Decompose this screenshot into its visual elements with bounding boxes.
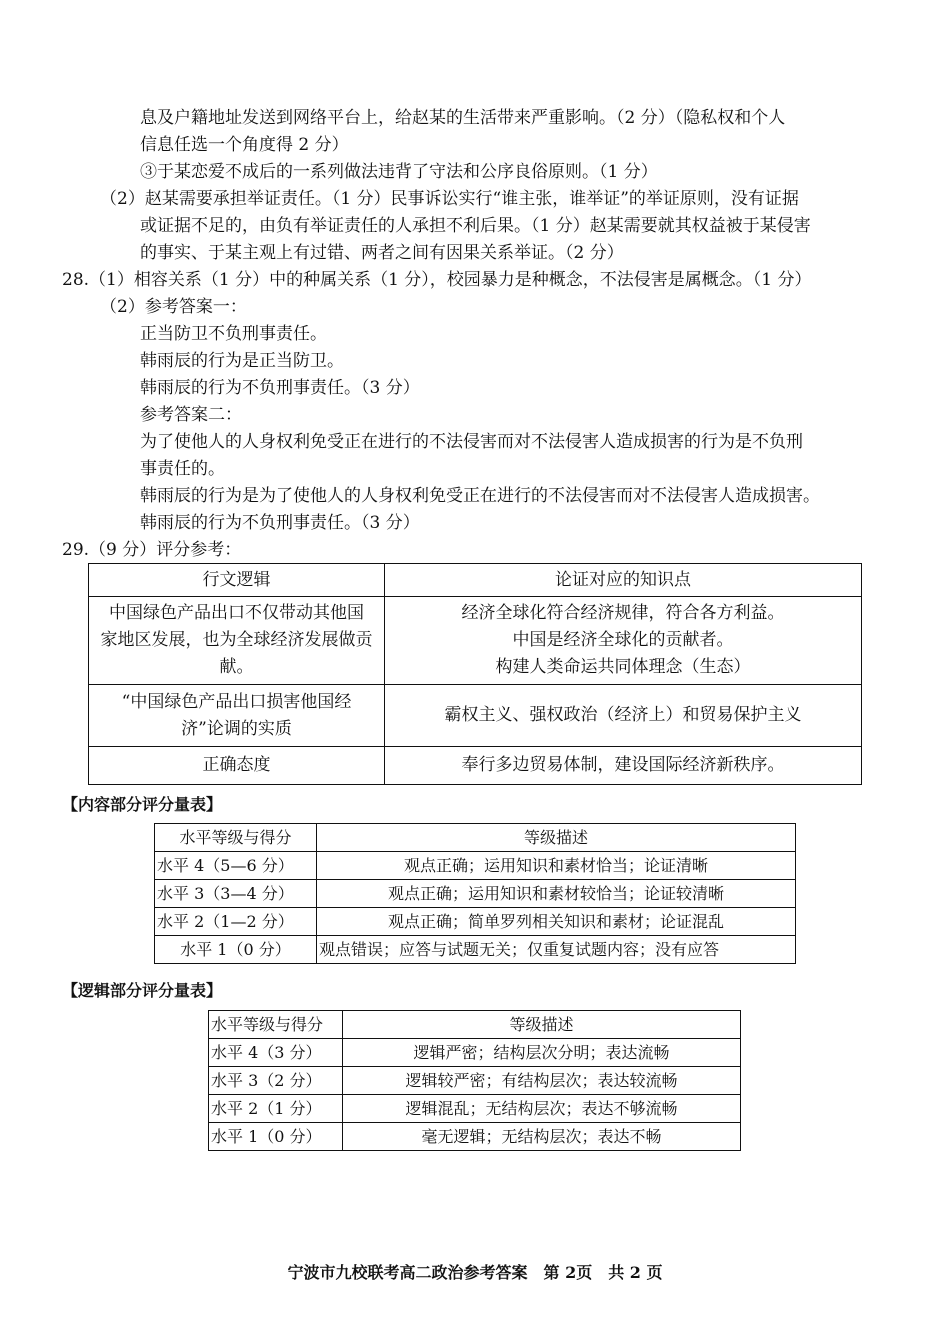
page-footer: 宁波市九校联考高二政治参考答案 第 2页 共 2 页 (287, 1263, 663, 1282)
content-desc-2: 观点正确；简单罗列相关知识和素材；论证混乱 (317, 908, 796, 936)
content-level-3: 水平 3（3—4 分） (155, 880, 317, 908)
q29-row2-points: 霸权主义、强权政治（经济上）和贸易保护主义 (385, 685, 862, 747)
logic-header-level: 水平等级与得分 (209, 1011, 343, 1039)
logic-level-4: 水平 4（3 分） (209, 1039, 343, 1067)
logic-rubric-table (208, 1010, 741, 1151)
content-level-4: 水平 4（5—6 分） (155, 852, 317, 880)
q29-row1-points: 经济全球化符合经济规律，符合各方利益。 中国是经济全球化的贡献者。 构建人类命运共同体理念（生态） (385, 597, 862, 685)
logic-desc-2: 逻辑混乱；无结构层次；表达不够流畅 (343, 1095, 741, 1123)
content-header-desc: 等级描述 (317, 824, 796, 852)
answer-line-12: 参考答案二： (140, 405, 242, 425)
q29-row3-points: 奉行多边贸易体制，建设国际经济新秩序。 (385, 747, 862, 785)
q29-row2-logic: “中国绿色产品出口损害他国经 济”论调的实质 (89, 685, 385, 747)
content-header-level: 水平等级与得分 (155, 824, 317, 852)
logic-desc-3: 逻辑较严密；有结构层次；表达较流畅 (343, 1067, 741, 1095)
answer-line-15: 韩雨辰的行为是为了使他人的人身权利免受正在进行的不法侵害而对不法侵害人造成损害。 (140, 486, 820, 506)
answer-line-2: 信息任选一个角度得 2 分） (140, 135, 349, 155)
question-28-part-1: 28.（1）相容关系（1 分）中的种属关系（1 分），校园暴力是种概念，不法侵害是属概念。（1 分） (62, 270, 812, 290)
answer-line-3: ③于某恋爱不成后的一系列做法违背了守法和公序良俗原则。（1 分） (140, 162, 658, 182)
answer-line-9: 正当防卫不负刑事责任。 (140, 324, 327, 344)
logic-rubric-title: 【逻辑部分评分量表】 (62, 981, 223, 1000)
content-level-2: 水平 2（1—2 分） (155, 908, 317, 936)
answer-line-14: 事责任的。 (140, 459, 225, 479)
content-level-1: 水平 1（0 分） (155, 936, 317, 964)
answer-line-10: 韩雨辰的行为是正当防卫。 (140, 351, 344, 371)
answer-line-13: 为了使他人的人身权利免受正在进行的不法侵害而对不法侵害人造成损害的行为是不负刑 (140, 432, 803, 452)
content-rubric-title: 【内容部分评分量表】 (62, 795, 223, 814)
content-desc-4: 观点正确；运用知识和素材恰当；论证清晰 (317, 852, 796, 880)
q29-header-points: 论证对应的知识点 (385, 564, 862, 597)
logic-header-desc: 等级描述 (343, 1011, 741, 1039)
answer-line-6: 的事实、于某主观上有过错、两者之间有因果关系举证。（2 分） (140, 243, 624, 263)
answer-line-11: 韩雨辰的行为不负刑事责任。（3 分） (140, 378, 420, 398)
q29-header-logic: 行文逻辑 (89, 564, 385, 597)
answer-line-1: 息及户籍地址发送到网络平台上，给赵某的生活带来严重影响。（2 分）（隐私权和个人 (140, 108, 786, 128)
logic-level-3: 水平 3（2 分） (209, 1067, 343, 1095)
q29-row3-logic: 正确态度 (89, 747, 385, 785)
logic-level-1: 水平 1（0 分） (209, 1123, 343, 1151)
answer-line-5: 或证据不足的，由负有举证责任的人承担不利后果。（1 分）赵某需要就其权益被于某侵害 (140, 216, 811, 236)
logic-desc-1: 毫无逻辑；无结构层次；表达不畅 (343, 1123, 741, 1151)
q29-row1-logic: 中国绿色产品出口不仅带动其他国 家地区发展，也为全球经济发展做贡 献。 (89, 597, 385, 685)
answer-line-16: 韩雨辰的行为不负刑事责任。（3 分） (140, 513, 420, 533)
logic-level-2: 水平 2（1 分） (209, 1095, 343, 1123)
question-29-heading: 29.（9 分）评分参考： (62, 540, 242, 560)
content-rubric-table (154, 823, 796, 964)
question-28-part-2: （2）参考答案一： (100, 297, 247, 317)
content-desc-3: 观点正确；运用知识和素材较恰当；论证较清晰 (317, 880, 796, 908)
q29-scoring-table (88, 563, 862, 785)
logic-desc-4: 逻辑严密；结构层次分明；表达流畅 (343, 1039, 741, 1067)
content-desc-1: 观点错误；应答与试题无关；仅重复试题内容；没有应答 (317, 936, 796, 964)
answer-line-4: （2）赵某需要承担举证责任。（1 分）民事诉讼实行“谁主张，谁举证”的举证原则，没有证据 (100, 189, 799, 209)
